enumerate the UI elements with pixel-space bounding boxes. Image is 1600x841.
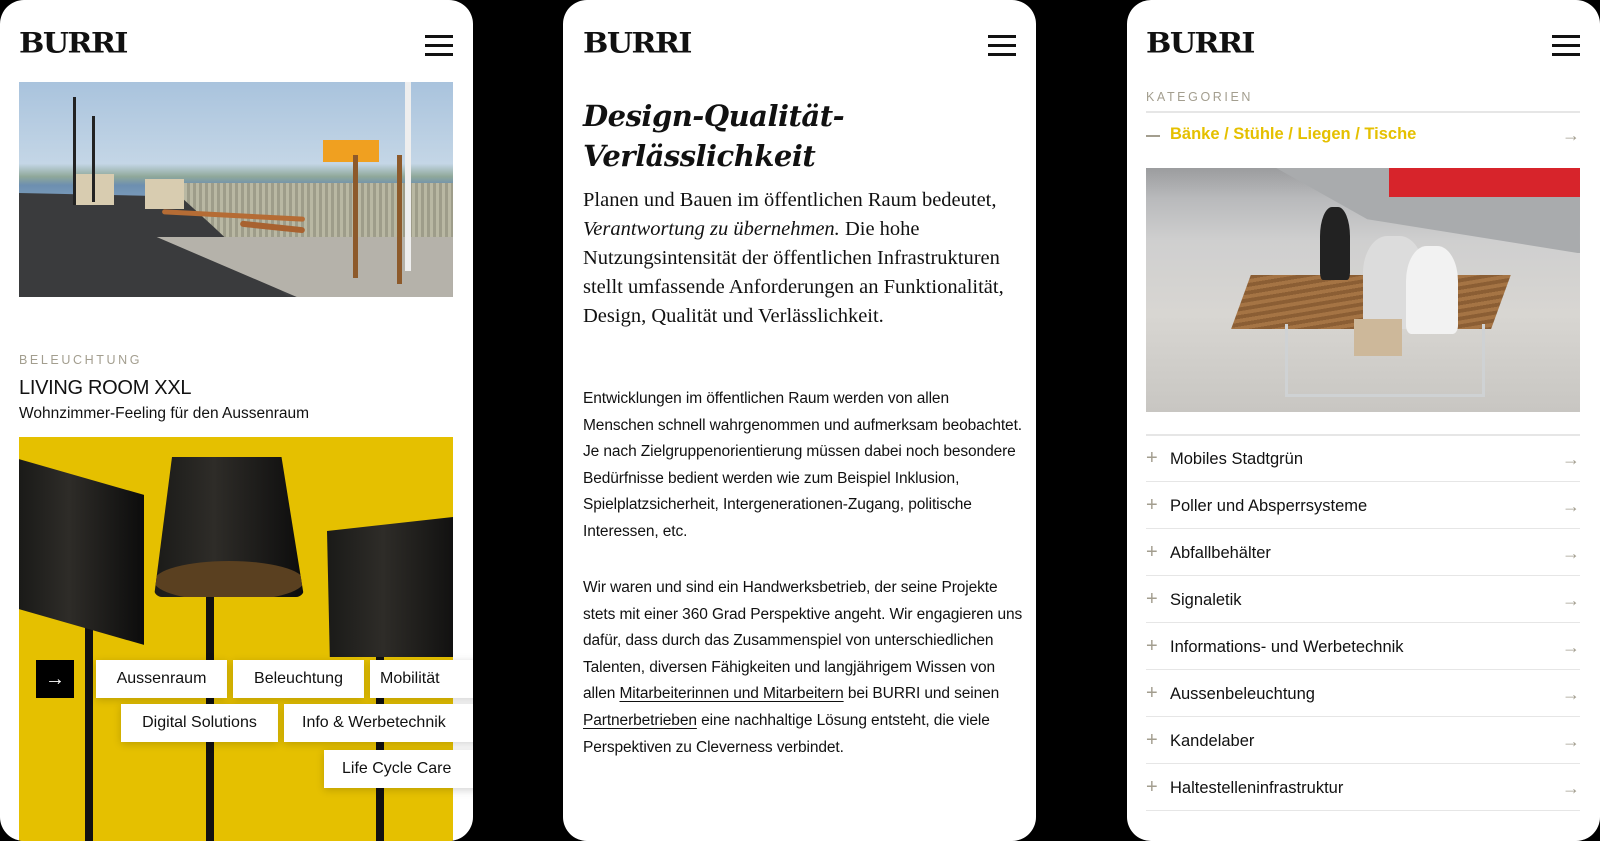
category-abfallbehaelter[interactable] — [1146, 529, 1580, 576]
category-active-benches[interactable] — [1146, 113, 1580, 157]
burri-logo[interactable]: BURRI — [583, 27, 691, 60]
category-aussenbeleuchtung[interactable] — [1146, 670, 1580, 717]
plus-icon: + — [1146, 776, 1158, 798]
category-label: Bänke / Stühle / Liegen / Tische — [1170, 125, 1417, 143]
plus-icon: + — [1146, 729, 1158, 751]
category-label: Abfallbehälter — [1170, 544, 1271, 562]
link-staff[interactable]: Mitarbeiterinnen und Mitarbeitern — [619, 685, 844, 703]
category-label: Mobiles Stadtgrün — [1170, 450, 1303, 468]
category-signaletik[interactable] — [1146, 576, 1580, 623]
phone-screen-about — [563, 0, 1036, 841]
category-mobiles-stadtgruen[interactable] — [1146, 435, 1580, 482]
burri-logo[interactable]: BURRI — [19, 27, 127, 60]
hamburger-menu-icon[interactable] — [988, 35, 1016, 55]
arrow-right-icon: → — [1562, 590, 1580, 610]
page-heading: Design-Qualität-Verlässlichkeit — [583, 99, 845, 173]
chip-mobilitaet[interactable]: Mobilität — [370, 660, 473, 698]
arrow-right-icon: → — [1562, 543, 1580, 563]
arrow-right-icon: → — [1562, 496, 1580, 516]
plus-icon: + — [1146, 635, 1158, 657]
lead-emphasis: Verantwortung zu übernehmen. — [583, 218, 840, 240]
lead-paragraph — [583, 186, 1023, 331]
body-text: eine nachhaltige Lösung entsteht, die viele Perspektiven zu Cleverness verbindet. — [583, 711, 990, 756]
lead-text: Planen und Bauen im öffentlichen Raum bedeutet, — [583, 189, 997, 211]
chip-life-cycle-care[interactable]: Life Cycle Care — [324, 750, 473, 788]
category-label: Informations- und Werbetechnik — [1170, 638, 1404, 656]
body-paragraph-2 — [583, 575, 1023, 761]
category-label: Kandelaber — [1170, 732, 1255, 750]
arrow-right-icon: → — [45, 667, 65, 690]
chip-info-werbetechnik[interactable]: Info & Werbetechnik — [284, 704, 473, 742]
chip-digital-solutions[interactable]: Digital Solutions — [121, 704, 278, 742]
project-title[interactable]: LIVING ROOM XXL — [19, 377, 192, 399]
category-label: Signaletik — [1170, 591, 1242, 609]
categories-heading: KATEGORIEN — [1146, 90, 1254, 104]
category-label: Aussenbeleuchtung — [1170, 685, 1315, 703]
arrow-right-icon: → — [1562, 125, 1580, 145]
collapse-dash-icon — [1146, 135, 1160, 137]
plus-icon: + — [1146, 541, 1158, 563]
divider — [1146, 810, 1580, 812]
arrow-right-icon: → — [1562, 637, 1580, 657]
project-subtitle: Wohnzimmer-Feeling für den Aussenraum — [19, 405, 310, 422]
plus-icon: + — [1146, 682, 1158, 704]
category-label: Haltestelleninfrastruktur — [1170, 779, 1344, 797]
category-poller[interactable] — [1146, 482, 1580, 529]
category-kicker: BELEUCHTUNG — [19, 353, 143, 367]
arrow-right-icon: → — [1562, 684, 1580, 704]
category-kandelaber[interactable] — [1146, 717, 1580, 764]
header — [563, 0, 1036, 80]
arrow-right-icon: → — [1562, 449, 1580, 469]
arrow-right-button[interactable] — [36, 660, 74, 698]
plus-icon: + — [1146, 588, 1158, 610]
hamburger-menu-icon[interactable] — [425, 35, 453, 55]
chip-beleuchtung[interactable]: Beleuchtung — [233, 660, 364, 698]
chip-aussenraum[interactable]: Aussenraum — [96, 660, 227, 698]
body-paragraph-1: Entwicklungen im öffentlichen Raum werden von allen Menschen schnell wahrgenommen und aufmerksam beobachtet. Je nach Zielgruppenorientierung müssen dabei noch besondere Bedürfnisse bedient werden wie zum Beispiel Inklusion, Spielplatzsicherheit, Intergenerationen-Zugang, politische Interessen, etc. — [583, 390, 1022, 540]
plus-icon: + — [1146, 494, 1158, 516]
category-label: Poller und Absperrsysteme — [1170, 497, 1368, 515]
category-haltestelleninfrastruktur[interactable] — [1146, 764, 1580, 811]
lead-text-continued: Die hohe Nutzungsintensität der öffentlichen Infrastrukturen stellt umfassende Anforderungen an Funktionalität, Design, Qualität und Verlässlichkeit. — [583, 218, 1004, 327]
phone-screen-categories — [1127, 0, 1600, 841]
benches-photo[interactable] — [1146, 168, 1580, 412]
category-informations-werbetechnik[interactable] — [1146, 623, 1580, 670]
arrow-right-icon: → — [1562, 731, 1580, 751]
body-text: Wir waren und sind ein Handwerksbetrieb, der seine Projekte stets mit einer 360 Grad Perspektive angeht. Wir engagieren uns dafür, dass durch das Zusammenspiel von unterschiedlichen Talenten, diversen Fähigkeiten und langjährigem Wissen von allen — [583, 579, 1023, 703]
arrow-right-icon: → — [1562, 778, 1580, 798]
header — [1127, 0, 1600, 80]
riverside-bench-photo[interactable] — [19, 82, 453, 297]
phone-screen-home — [0, 0, 473, 841]
body-text: bei BURRI und seinen — [843, 685, 1000, 703]
hamburger-menu-icon[interactable] — [1552, 35, 1580, 55]
link-partners[interactable]: Partnerbetrieben — [583, 711, 697, 729]
burri-logo[interactable]: BURRI — [1146, 27, 1254, 60]
header — [0, 0, 473, 80]
plus-icon: + — [1146, 447, 1158, 469]
